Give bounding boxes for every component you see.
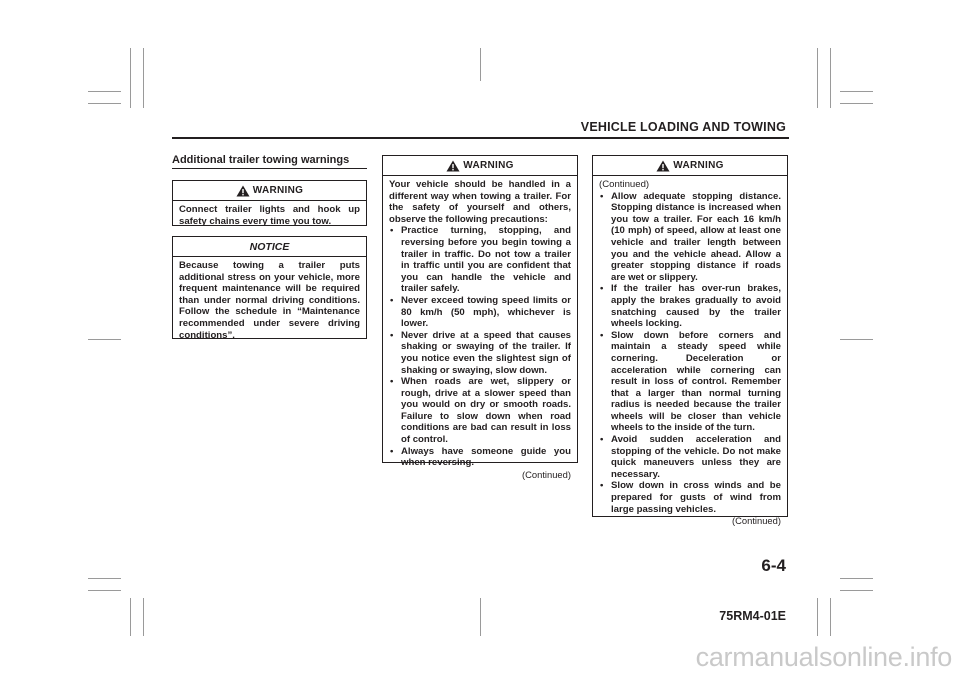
watermark: carmanualsonline.info <box>695 642 952 672</box>
warning-header <box>173 181 366 201</box>
list-item: • Allow adequate stopping distance. Stopping distance is increased when you tow a trailer. For each 16 km/h (10 mph) of speed, allow at least one vehicle and trailer length between you and the vehicle ahead. Allow a greater stopping distance if roads are wet or slippery. <box>599 191 781 284</box>
precaution-list <box>599 191 781 516</box>
list-item: • Slow down in cross winds and be prepared for gusts of wind from large passing vehicles. <box>599 480 781 515</box>
notice-header <box>173 237 366 257</box>
list-item: • When roads are wet, slippery or rough, drive at a slower speed than you would on dry or smooth roads. Failure to slow down when road conditions are bad can result in loss of control. <box>389 376 571 446</box>
continued-note: (Continued) <box>599 179 650 190</box>
precaution-list <box>389 225 571 468</box>
warning-triangle-icon <box>656 160 670 172</box>
list-item: • Practice turning, stopping, and reversing before you begin towing a trailer in traffic. Do not tow a trailer in traffic until you are confident that you can handle the vehicle and trailer safely. <box>389 225 571 295</box>
warning-label: WARNING <box>252 185 304 196</box>
warning-header <box>383 156 577 176</box>
section-rule <box>172 168 367 169</box>
list-item: • Always have someone guide you when reversing. <box>389 446 571 469</box>
warning-label: WARNING <box>673 160 724 171</box>
page-number: 6-4 <box>761 556 786 575</box>
header-rule <box>172 137 789 139</box>
continued-note: (Continued) <box>732 515 781 527</box>
list-item: • Never exceed towing speed limits or 80 km/h (50 mph), whichever is lower. <box>389 295 571 330</box>
section-title: Additional trailer towing warnings <box>172 154 350 166</box>
warning-triangle-icon <box>236 185 250 197</box>
warning-box-handling <box>382 155 578 480</box>
list-item: • Avoid sudden acceleration and stopping of the vehicle. Do not make quick maneuvers unless they are necessary. <box>599 434 781 480</box>
list-item: • Never drive at a speed that causes shaking or swaying of the trailer. If you notice even the slightest sign of shaking or swaying, slow down. <box>389 330 571 376</box>
notice-label: NOTICE <box>249 240 290 253</box>
warning-box-continued <box>592 155 788 527</box>
document-code: 75RM4-01E <box>719 609 786 623</box>
notice-box <box>172 236 367 339</box>
warning-box-lights <box>172 180 367 226</box>
warning-triangle-icon <box>446 160 460 172</box>
warning-label: WARNING <box>463 160 514 171</box>
running-header: VEHICLE LOADING AND TOWING <box>580 120 786 134</box>
warning-header <box>593 156 787 176</box>
list-item: • Slow down before corners and maintain a steady speed while cornering. Deceleration or acceleration while cornering can result in loss of control. Remember that a larger than normal turning radius is needed because the trailer wheels will be closer than vehicle wheels to the inside of the turn. <box>599 330 781 434</box>
list-item: • If the trailer has over-run brakes, apply the brakes gradually to avoid snatching caused by the trailer wheels locking. <box>599 283 781 329</box>
warning-intro: Your vehicle should be handled in a different way when towing a trailer. For the safety of yourself and others, observe the following precautions: <box>389 179 571 225</box>
notice-text: Because towing a trailer puts additional stress on your vehicle, more frequent maintenance will be required than under normal driving conditions. Follow the schedule in “Maintenance recommended under severe driving conditions”. <box>179 260 360 341</box>
continued-note: (Continued) <box>522 468 571 480</box>
warning-text: Connect trailer lights and hook up safety chains every time you tow. <box>179 204 360 227</box>
